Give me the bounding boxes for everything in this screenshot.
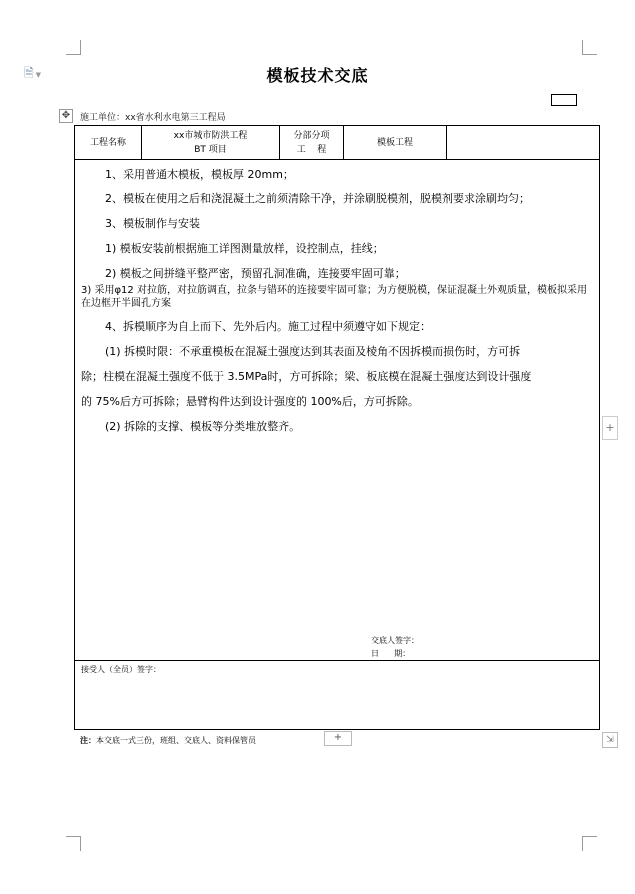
crop-mark-top-right: [582, 40, 597, 55]
chevron-down-icon[interactable]: ▼: [35, 71, 42, 79]
crop-mark-top-left: [66, 40, 81, 55]
content-line: (1) 拆模时限：不承重模板在混凝土强度达到其表面及棱角不因拆模而损伤时，方可拆: [105, 345, 521, 358]
project-name-value-line2: BT 项目: [194, 144, 227, 155]
sub-project-value-text: 模板工程: [376, 137, 413, 148]
footnote-text: 本交底一式三份，班组、交底人、资料保管员: [96, 736, 256, 745]
table-move-handle-icon[interactable]: ✥: [59, 109, 73, 123]
discloser-signature-label: 交底人签字：: [371, 636, 419, 645]
content-line: 的 75%后方可拆除；悬臂构件达到设计强度的 100%后，方可拆除。: [81, 395, 419, 408]
content-line: 1、采用普通木模板，模板厚 20mm；: [105, 168, 294, 181]
crop-mark-bottom-right: [582, 836, 597, 851]
sub-project-label-line1: 分部分项: [293, 130, 330, 141]
table-resize-icon[interactable]: ⇲: [602, 732, 618, 748]
content-line: 2) 模板之间拼缝平整严密，预留孔洞准确，连接要牢固可靠；: [105, 267, 406, 280]
content-line: 1) 模板安装前根据施工详图测量放样，设控制点，挂线；: [105, 242, 384, 255]
receiver-signature-label: 接受人（全员）签字：: [81, 665, 161, 674]
crop-mark-bottom-left: [66, 836, 81, 851]
sub-project-label-line2: 工 程: [296, 144, 327, 155]
table-header-row: [75, 126, 599, 160]
project-name-value-line1: xx市城市防洪工程: [173, 130, 248, 141]
footnote-label: 注：: [80, 736, 96, 745]
construction-unit: 施工单位：xx省水利水电第三工程局: [80, 113, 226, 123]
add-row-plus-icon[interactable]: +: [324, 731, 352, 746]
document-icon[interactable]: 🗎 ▼: [24, 66, 42, 80]
disclosure-content[interactable]: [75, 160, 599, 661]
content-line: 除；柱模在混凝土强度不低于 3.5MPa时，方可拆除；梁、板底模在混凝土强度达到设计强度: [81, 370, 532, 383]
signature-block: [371, 634, 419, 660]
add-column-plus-icon[interactable]: +: [602, 416, 618, 440]
content-line: 3、模板制作与安装: [105, 217, 200, 230]
empty-box: [551, 94, 577, 106]
page-title: 模板技术交底: [266, 66, 369, 85]
content-paragraph: 3) 采用φ12 对拉筋，对拉筋调直，拉条与错环的连接要牢固可靠；为方便脱模，保证混凝土外观质量，模板拟采用在边框开半圆孔方案: [81, 285, 587, 309]
content-line: 2、模板在使用之后和浇混凝土之前须清除干净，并涂刷脱模剂，脱模剂要求涂刷均匀；: [105, 192, 530, 205]
project-name-label-text: 工程名称: [89, 137, 126, 148]
project-name-label: [75, 126, 142, 159]
content-line: 4、拆模顺序为自上而下、先外后内。施工过程中须遵守如下规定：: [105, 320, 431, 333]
footnote: [80, 735, 256, 746]
content-line: (2) 拆除的支撑、模板等分类堆放整齐。: [105, 420, 301, 433]
disclosure-table: [74, 125, 600, 730]
date-label: 日 期：: [371, 649, 411, 658]
project-name-value: [142, 126, 280, 159]
sub-project-value: [344, 126, 447, 159]
sub-project-label: [280, 126, 344, 159]
